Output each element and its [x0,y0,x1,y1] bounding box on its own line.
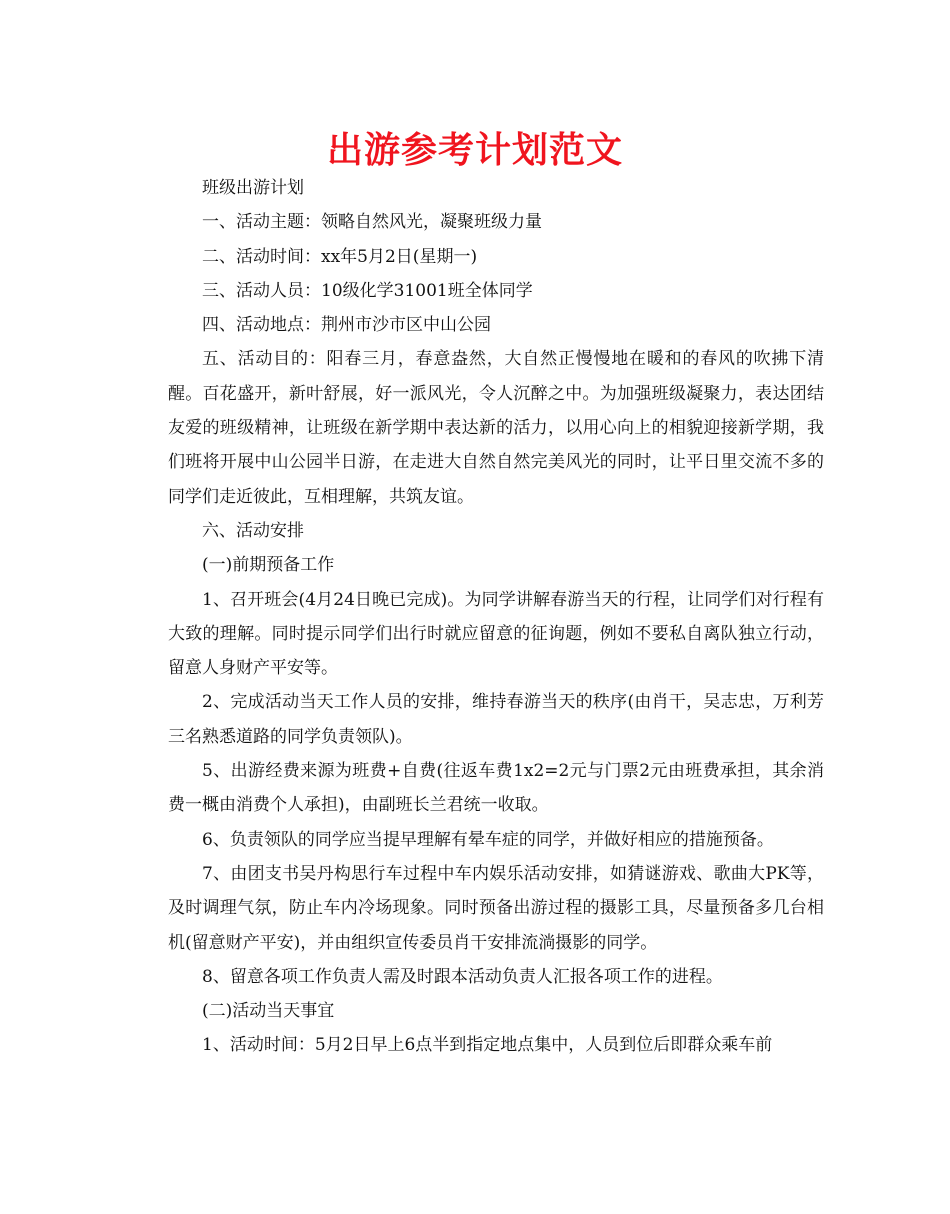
paragraph-item-7: 7、由团支书吴丹构思行车过程中车内娱乐活动安排，如猜谜游戏、歌曲大PK等，及时调理气氛，防止车内冷场现象。同时预备出游过程的摄影工具，尽量预备多几台相机(留意财产平安)，并由组织宣传委员肖干安排流淌摄影的同学。 [168,863,824,953]
paragraph-item-6: 6、负责领队的同学应当提早理解有晕车症的同学，并做好相应的措施预备。 [202,829,774,850]
paragraph-time: 二、活动时间：xx年5月2日(星期一) [202,246,478,267]
paragraph-item-2: 2、完成活动当天工作人员的安排，维持春游当天的秩序(由肖干，吴志忠，万利芳三名熟悉道路的同学负责领队)。 [168,692,824,747]
paragraph-item-8: 8、留意各项工作负责人需及时跟本活动负责人汇报各项工作的进程。 [202,966,723,987]
paragraph-purpose: 五、活动目的：阳春三月，春意盎然，大自然正慢慢地在暖和的春风的吹拂下清醒。百花盛开，新叶舒展，好一派风光，令人沉醉之中。为加强班级凝聚力，表达团结友爱的班级精神，让班级在新学期中表达新的活力，以用心向上的相貌迎接新学期，我们班将开展中山公园半日游，在走进大自然自然完美风光的同时，让平日里交流不多的同学们走近彼此，互相理解，共筑友谊。 [168,349,824,507]
paragraph-arrangement-heading: 六、活动安排 [202,520,304,541]
paragraph-participants: 三、活动人员：10级化学31001班全体同学 [202,280,533,301]
paragraph-theme: 一、活动主题：领略自然风光，凝聚班级力量 [202,212,542,233]
paragraph-day-heading: (二)活动当天事宜 [202,1001,335,1022]
paragraph-day-item-1: 1、活动时间：5月2日早上6点半到指定地点集中，人员到位后即群众乘车前 [202,1035,773,1056]
paragraph-item-5: 5、出游经费来源为班费+自费(往返车费1x2=2元与门票2元由班费承担，其余消费一概由消费个人承担)，由副班长兰君统一收取。 [168,761,824,816]
paragraph-item-1: 1、召开班会(4月24日晚已完成)。为同学讲解春游当天的行程，让同学们对行程有大致的理解。同时提示同学们出行时就应留意的征询题，例如不要私自离队独立行动，留意人身财产平安等。 [168,589,824,679]
document-body [168,171,824,1063]
paragraph-preparation-heading: (一)前期预备工作 [202,555,335,576]
paragraph-location: 四、活动地点：荆州市沙市区中山公园 [202,315,491,336]
paragraph-plan-heading: 班级出游计划 [202,178,304,198]
document-title: 出游参考计划范文 [326,130,623,171]
